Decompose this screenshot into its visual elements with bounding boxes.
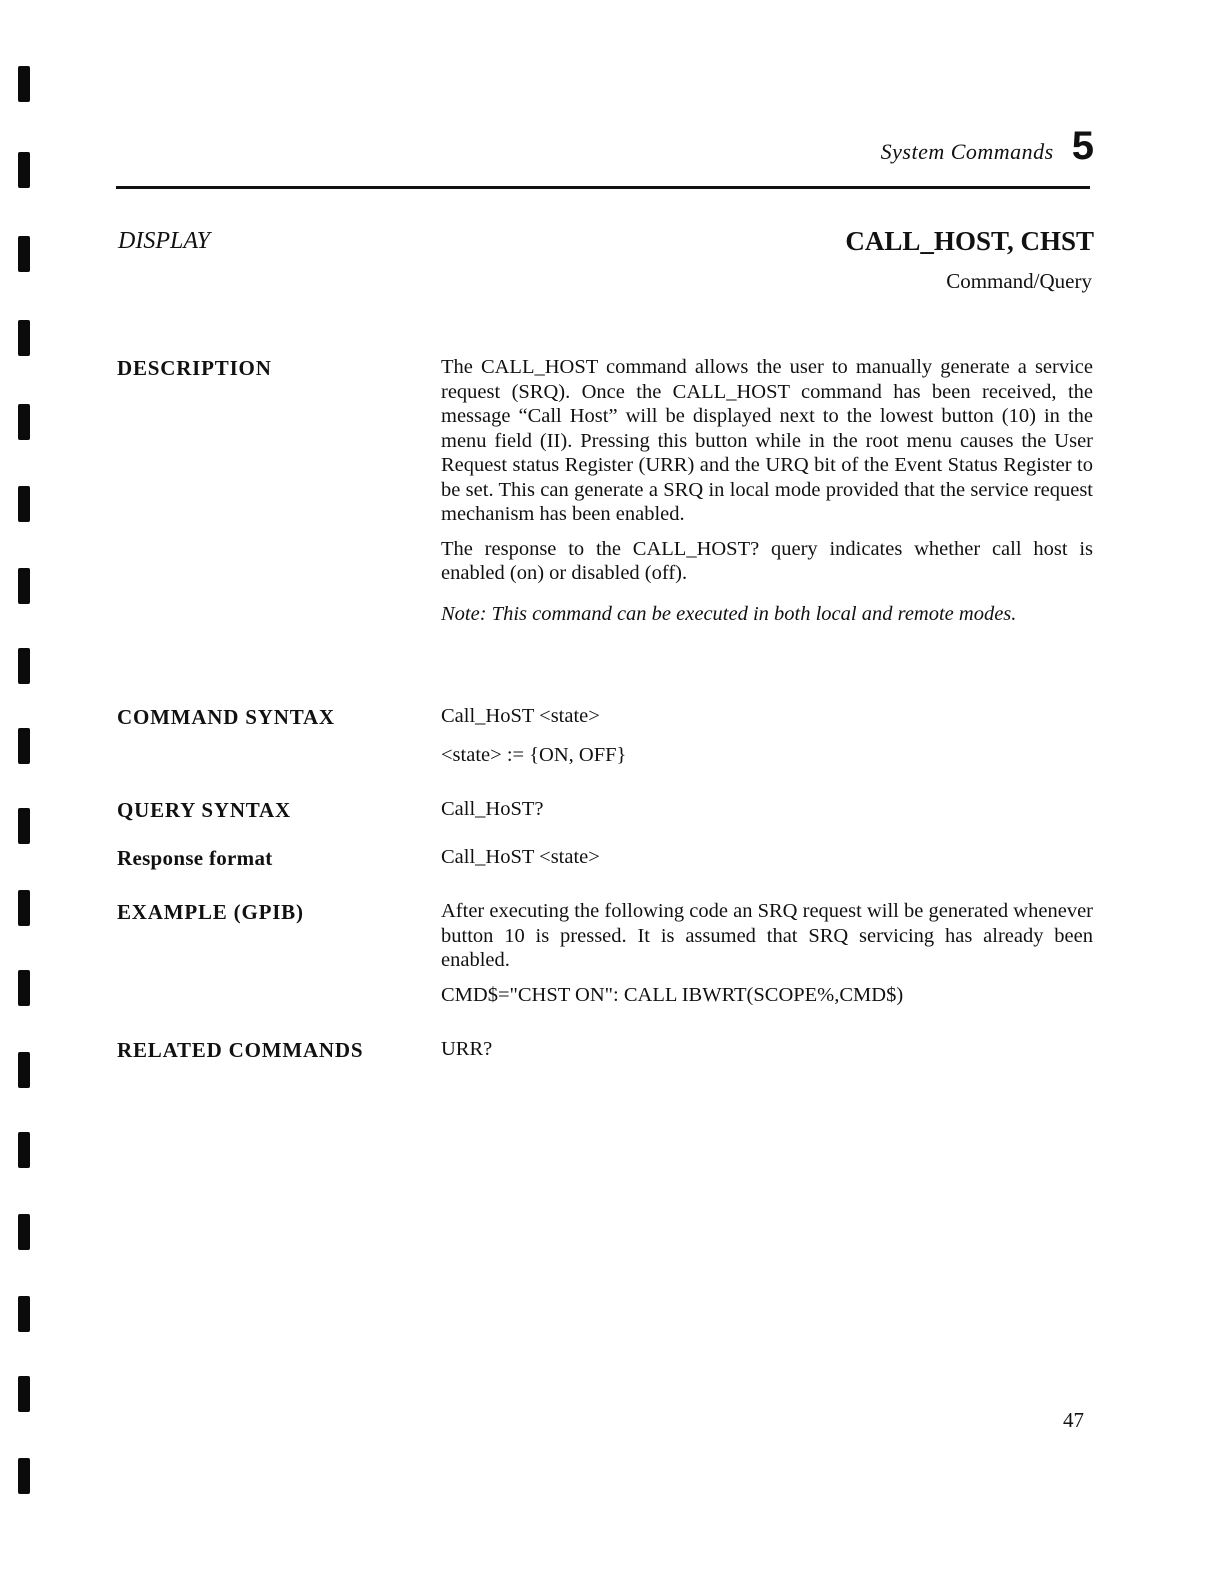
binder-hole [18, 648, 30, 684]
command-type: Command/Query [946, 269, 1092, 293]
example-code: CMD$="CHST ON": CALL IBWRT(SCOPE%,CMD$) [441, 983, 904, 1006]
query-syntax-label: QUERY SYNTAX [117, 798, 291, 822]
binder-hole [18, 728, 30, 764]
binder-hole [18, 320, 30, 356]
binder-hole [18, 970, 30, 1006]
description-paragraph: The response to the CALL_HOST? query indicates whether call host is enabled (on) or disabled (off). [441, 537, 1093, 584]
example-text: After executing the following code an SRQ request will be generated whenever button 10 is pressed. It is assumed that SRQ servicing has already been enabled. [441, 900, 1093, 971]
page-number: 47 [1063, 1408, 1084, 1432]
command-syntax-line: Call_HoST <state> [441, 705, 600, 727]
binder-hole [18, 1458, 30, 1494]
binder-hole [18, 66, 30, 102]
binder-hole [18, 1376, 30, 1412]
command-title: CALL_HOST, CHST [845, 226, 1094, 256]
binder-hole [18, 1296, 30, 1332]
command-syntax-label: COMMAND SYNTAX [117, 705, 335, 729]
binder-hole [18, 808, 30, 844]
response-format-value: Call_HoST <state> [441, 846, 600, 868]
related-commands-label: RELATED COMMANDS [117, 1038, 364, 1062]
binder-hole [18, 486, 30, 522]
example-label: EXAMPLE (GPIB) [117, 900, 304, 924]
command-syntax-line: <state> := {ON, OFF} [441, 743, 627, 766]
binder-hole [18, 236, 30, 272]
running-header [881, 124, 1094, 169]
binder-hole [18, 1132, 30, 1168]
response-format-label: Response format [117, 846, 273, 870]
running-title: System Commands [880, 139, 1054, 164]
description-note: Note: This command can be executed in both local and remote modes. [441, 602, 1017, 625]
section-label: DISPLAY [118, 228, 211, 254]
related-commands-value: URR? [441, 1038, 493, 1060]
command-syntax-body [441, 704, 1093, 767]
description-body [441, 355, 1093, 636]
binder-hole [18, 568, 30, 604]
binder-hole [18, 404, 30, 440]
binder-hole [18, 152, 30, 188]
description-paragraph: The CALL_HOST command allows the user to manually generate a service request (SRQ). Once the CALL_HOST command has been received, the message “Call Host” will be displayed next to the lowest button (10) in the menu field (II). Pressing this button while in the root menu causes the User Request status Register (URR) and the URQ bit of the Event Status Register to be set. This can generate a SRQ in local mode provided that the service request mechanism has been enabled. [441, 356, 1093, 525]
binder-hole [18, 890, 30, 926]
binder-hole [18, 1052, 30, 1088]
query-syntax-value: Call_HoST? [441, 798, 544, 820]
description-label: DESCRIPTION [117, 356, 272, 380]
binder-hole [18, 1214, 30, 1250]
chapter-number: 5 [1071, 124, 1094, 168]
header-rule [116, 186, 1090, 189]
example-body [441, 899, 1093, 1007]
